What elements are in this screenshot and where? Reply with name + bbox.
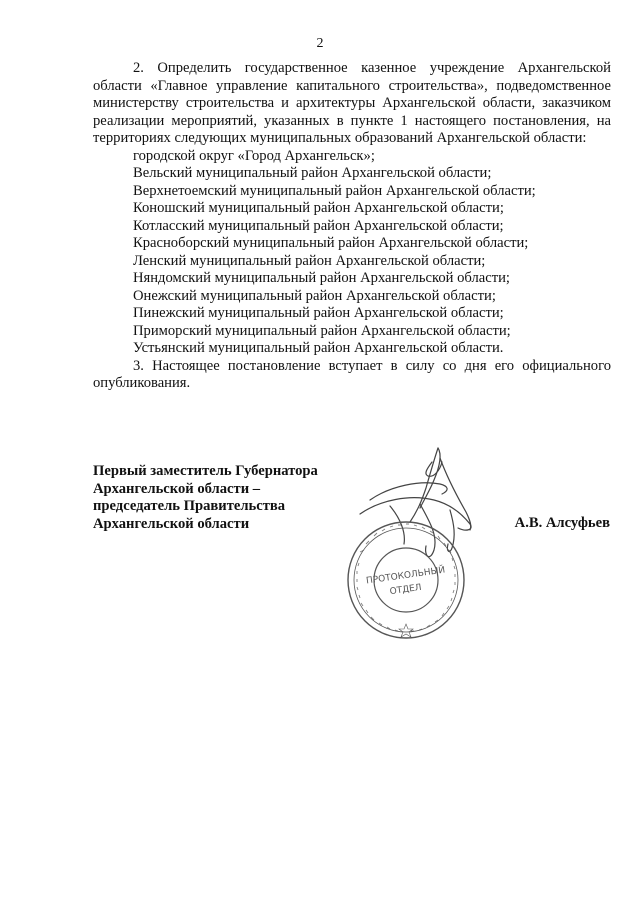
- signatory-position-line: Архангельской области: [93, 515, 250, 532]
- stamp-text-line-2: ОТДЕЛ: [389, 582, 423, 598]
- handwritten-signature: [360, 448, 471, 557]
- list-item: Коношский муниципальный район Архангельской области;: [133, 200, 504, 216]
- signatory-position: [93, 463, 353, 533]
- official-stamp-with-signature: [330, 440, 490, 650]
- municipality-list: [93, 148, 611, 358]
- list-item: Устьянский муниципальный район Архангельской области.: [133, 340, 504, 356]
- signatory-position-line: председатель Правительства: [93, 498, 286, 514]
- signatory-position-line: Первый заместитель Губернатора: [93, 463, 318, 479]
- list-item: Вельский муниципальный район Архангельской области;: [133, 165, 492, 181]
- page-number: 2: [316, 36, 324, 51]
- signatory-position-line: Архангельской области –: [93, 480, 261, 497]
- list-item: Няндомский муниципальный район Архангельской области;: [133, 270, 510, 286]
- list-item: городской округ «Город Архангельск»;: [133, 147, 375, 164]
- list-item: Котласский муниципальный район Архангельской области;: [133, 217, 504, 234]
- list-item: Приморский муниципальный район Архангельской области;: [133, 322, 511, 339]
- paragraph-item-2: 2. Определить государственное казенное учреждение Архангельской области «Главное управление капитального строительства», подведомственное министерству строительства и архитектуры Архангельской области, заказчиком реализации мероприятий, указанных в пункте 1 настоящего постановления, на территориях следующих муниципальных образований Архангельской области:: [93, 60, 611, 146]
- paragraph-item-3: 3. Настоящее постановление вступает в силу со дня его официального опубликования.: [93, 357, 611, 391]
- document-body: [93, 60, 611, 393]
- list-item: Ленский муниципальный район Архангельской области;: [133, 252, 486, 269]
- list-item: Верхнетоемский муниципальный район Архангельской области;: [133, 182, 536, 199]
- list-item: Онежский муниципальный район Архангельской области;: [133, 287, 496, 304]
- list-item: Красноборский муниципальный район Архангельской области;: [133, 235, 529, 251]
- list-item: Пинежский муниципальный район Архангельской области;: [133, 305, 504, 321]
- signatory-name: А.В. Алсуфьев: [514, 515, 610, 531]
- stamp-text-line-1: ПРОТОКОЛЬНЫЙ: [365, 565, 446, 587]
